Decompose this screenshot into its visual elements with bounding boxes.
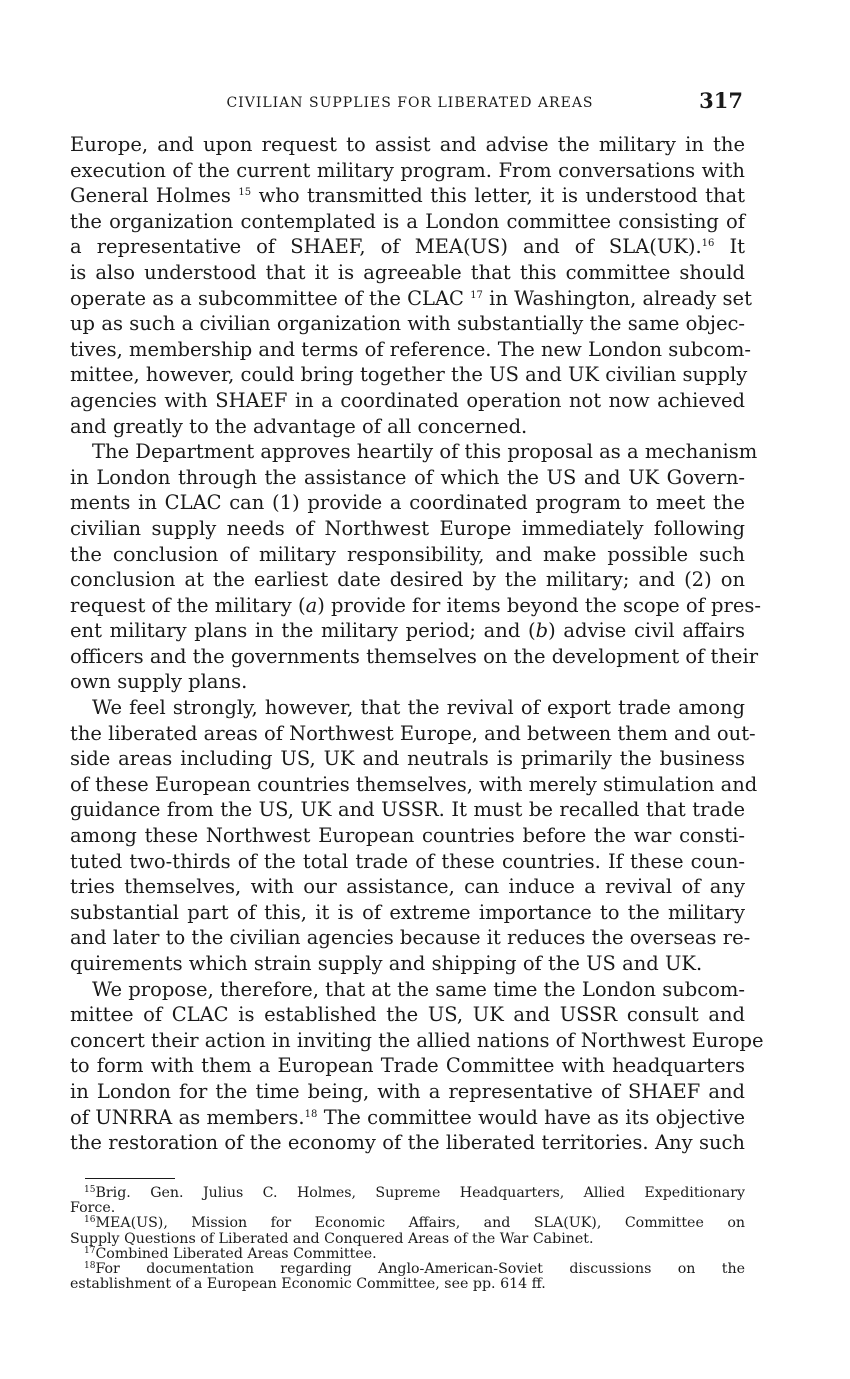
footnote-line <box>70 1247 745 1262</box>
footnote-ref-18: 18 <box>304 1108 318 1120</box>
footnote-number: 18 <box>84 1261 96 1272</box>
running-head: CIVILIAN SUPPLIES FOR LIBERATED AREAS <box>226 95 594 111</box>
text-line <box>70 286 752 312</box>
footnote-16 <box>70 1216 745 1246</box>
text-span: a representative of SHAEF, of MEA(US) and of SLA(UK). <box>70 235 702 259</box>
text-line: execution of the current military program. From conversations with <box>70 158 745 182</box>
footnote-line: Supply Questions of Liberated and Conquered Areas of the War Cabinet. <box>70 1230 594 1247</box>
footnote-18 <box>70 1262 745 1292</box>
text-line: civilian supply needs of Northwest Europe immediately following <box>70 516 745 540</box>
footnote-divider <box>85 1178 175 1179</box>
footnote-number: 15 <box>84 1185 96 1195</box>
text-line: the organization contemplated is a London committee consisting of <box>70 209 745 233</box>
text-line: We propose, therefore, that at the same time the London subcom- <box>92 977 745 1001</box>
text-span: operate as a subcommittee of the CLAC <box>70 286 464 310</box>
text-line: of these European countries themselves, with merely stimulation and <box>70 772 758 796</box>
text-line: We feel strongly, however, that the revival of export trade among <box>92 696 745 720</box>
text-span: of UNRRA as members. <box>70 1105 305 1129</box>
page-header <box>70 88 745 118</box>
text-line: tives, membership and terms of reference. The new London subcom- <box>70 337 752 361</box>
text-line: ments in CLAC can (1) provide a coordinated program to meet the <box>70 491 745 515</box>
footnote-number: 17 <box>84 1245 96 1256</box>
text-line <box>70 593 761 619</box>
text-line: and later to the civilian agencies because it reduces the overseas re- <box>70 926 751 950</box>
footnote-line: establishment of a European Economic Committee, see pp. 614 ff. <box>70 1276 546 1293</box>
footnote-text: MEA(US), Mission for Economic Affairs, and SLA(UK), Committee on <box>95 1215 745 1232</box>
text-line: conclusion at the earliest date desired by the military; and (2) on <box>70 568 745 592</box>
text-line: to form with them a European Trade Committee with headquarters <box>70 1054 745 1078</box>
text-span: ) provide for items beyond the scope of pres- <box>317 593 761 617</box>
text-line: tuted two-thirds of the total trade of these countries. If these coun- <box>70 849 745 873</box>
footnote-line <box>70 1216 745 1231</box>
text-line: agencies with SHAEF in a coordinated operation not now achieved <box>70 388 745 412</box>
text-line: guidance from the US, UK and USSR. It must be recalled that trade <box>70 798 745 822</box>
text-line: the liberated areas of Northwest Europe, and between them and out- <box>70 721 756 745</box>
paragraph-3 <box>70 695 758 977</box>
footnotes <box>70 1186 745 1292</box>
text-line: concert their action in inviting the allied nations of Northwest Europe <box>70 1028 764 1052</box>
text-line: mittee, however, could bring together the US and UK civilian supply <box>70 363 748 387</box>
text-line: own supply plans. <box>70 670 248 694</box>
text-span-italic: a <box>305 593 318 617</box>
text-line: is also understood that it is agreeable that this committee should <box>70 260 745 284</box>
footnote-line <box>70 1186 745 1201</box>
footnote-number: 16 <box>84 1215 96 1226</box>
text-line: officers and the governments themselves on the development of their <box>70 644 759 668</box>
footnote-ref-16: 16 <box>701 238 715 250</box>
text-span: ) advise civil affairs <box>548 619 745 643</box>
text-span: The committee would have as its objective <box>323 1105 745 1129</box>
text-line: and greatly to the advantage of all concerned. <box>70 414 528 438</box>
footnote-text: Brig. Gen. Julius C. Holmes, Supreme Headquarters, Allied Expeditionary <box>95 1185 745 1201</box>
text-span: ent military plans in the military period; and ( <box>70 619 536 643</box>
text-line: quirements which strain supply and shipping of the US and UK. <box>70 952 703 975</box>
footnote-15 <box>70 1186 745 1216</box>
text-line: Europe, and upon request to assist and advise the military in the <box>70 133 745 156</box>
text-line: among these Northwest European countries before the war consti- <box>70 824 745 848</box>
text-line: the restoration of the economy of the liberated territories. Any such <box>70 1131 745 1155</box>
text-span: It <box>729 235 745 259</box>
text-line <box>70 618 745 644</box>
text-line: in London through the assistance of which the US and UK Govern- <box>70 465 745 489</box>
footnote-text: For documentation regarding Anglo-American-Soviet discussions on the <box>95 1261 745 1278</box>
text-span: who transmitted this letter, it is understood that <box>258 184 745 208</box>
body-text <box>70 132 764 1156</box>
paragraph-4 <box>70 977 764 1156</box>
text-line <box>70 234 745 260</box>
page-number: 317 <box>699 88 743 113</box>
paragraph-2 <box>70 439 761 695</box>
text-line: the conclusion of military responsibility, and make possible such <box>70 542 745 566</box>
text-line <box>70 183 745 209</box>
text-span: request of the military ( <box>70 593 306 617</box>
text-line: mittee of CLAC is established the US, UK and USSR consult and <box>70 1003 745 1027</box>
text-line: The Department approves heartily of this proposal as a mechanism <box>92 440 758 464</box>
text-span: in Washington, already set <box>489 286 752 310</box>
footnote-ref-15: 15 <box>238 187 252 199</box>
footnote-17 <box>70 1247 745 1262</box>
footnote-line: Force. <box>70 1200 116 1217</box>
text-span-italic: b <box>535 619 549 643</box>
footnote-line <box>70 1262 745 1277</box>
text-line: in London for the time being, with a representative of SHAEF and <box>70 1079 745 1103</box>
text-line: up as such a civilian organization with substantially the same objec- <box>70 312 745 336</box>
footnote-ref-17: 17 <box>470 289 483 301</box>
footnote-text: Combined Liberated Areas Committee. <box>95 1245 377 1262</box>
text-line <box>70 1105 745 1131</box>
paragraph-1 <box>70 132 752 439</box>
text-line: tries themselves, with our assistance, can induce a revival of any <box>70 875 745 899</box>
text-line: substantial part of this, it is of extreme importance to the military <box>70 900 745 924</box>
text-line: side areas including US, UK and neutrals is primarily the business <box>70 747 745 771</box>
text-span: General Holmes <box>70 184 231 208</box>
